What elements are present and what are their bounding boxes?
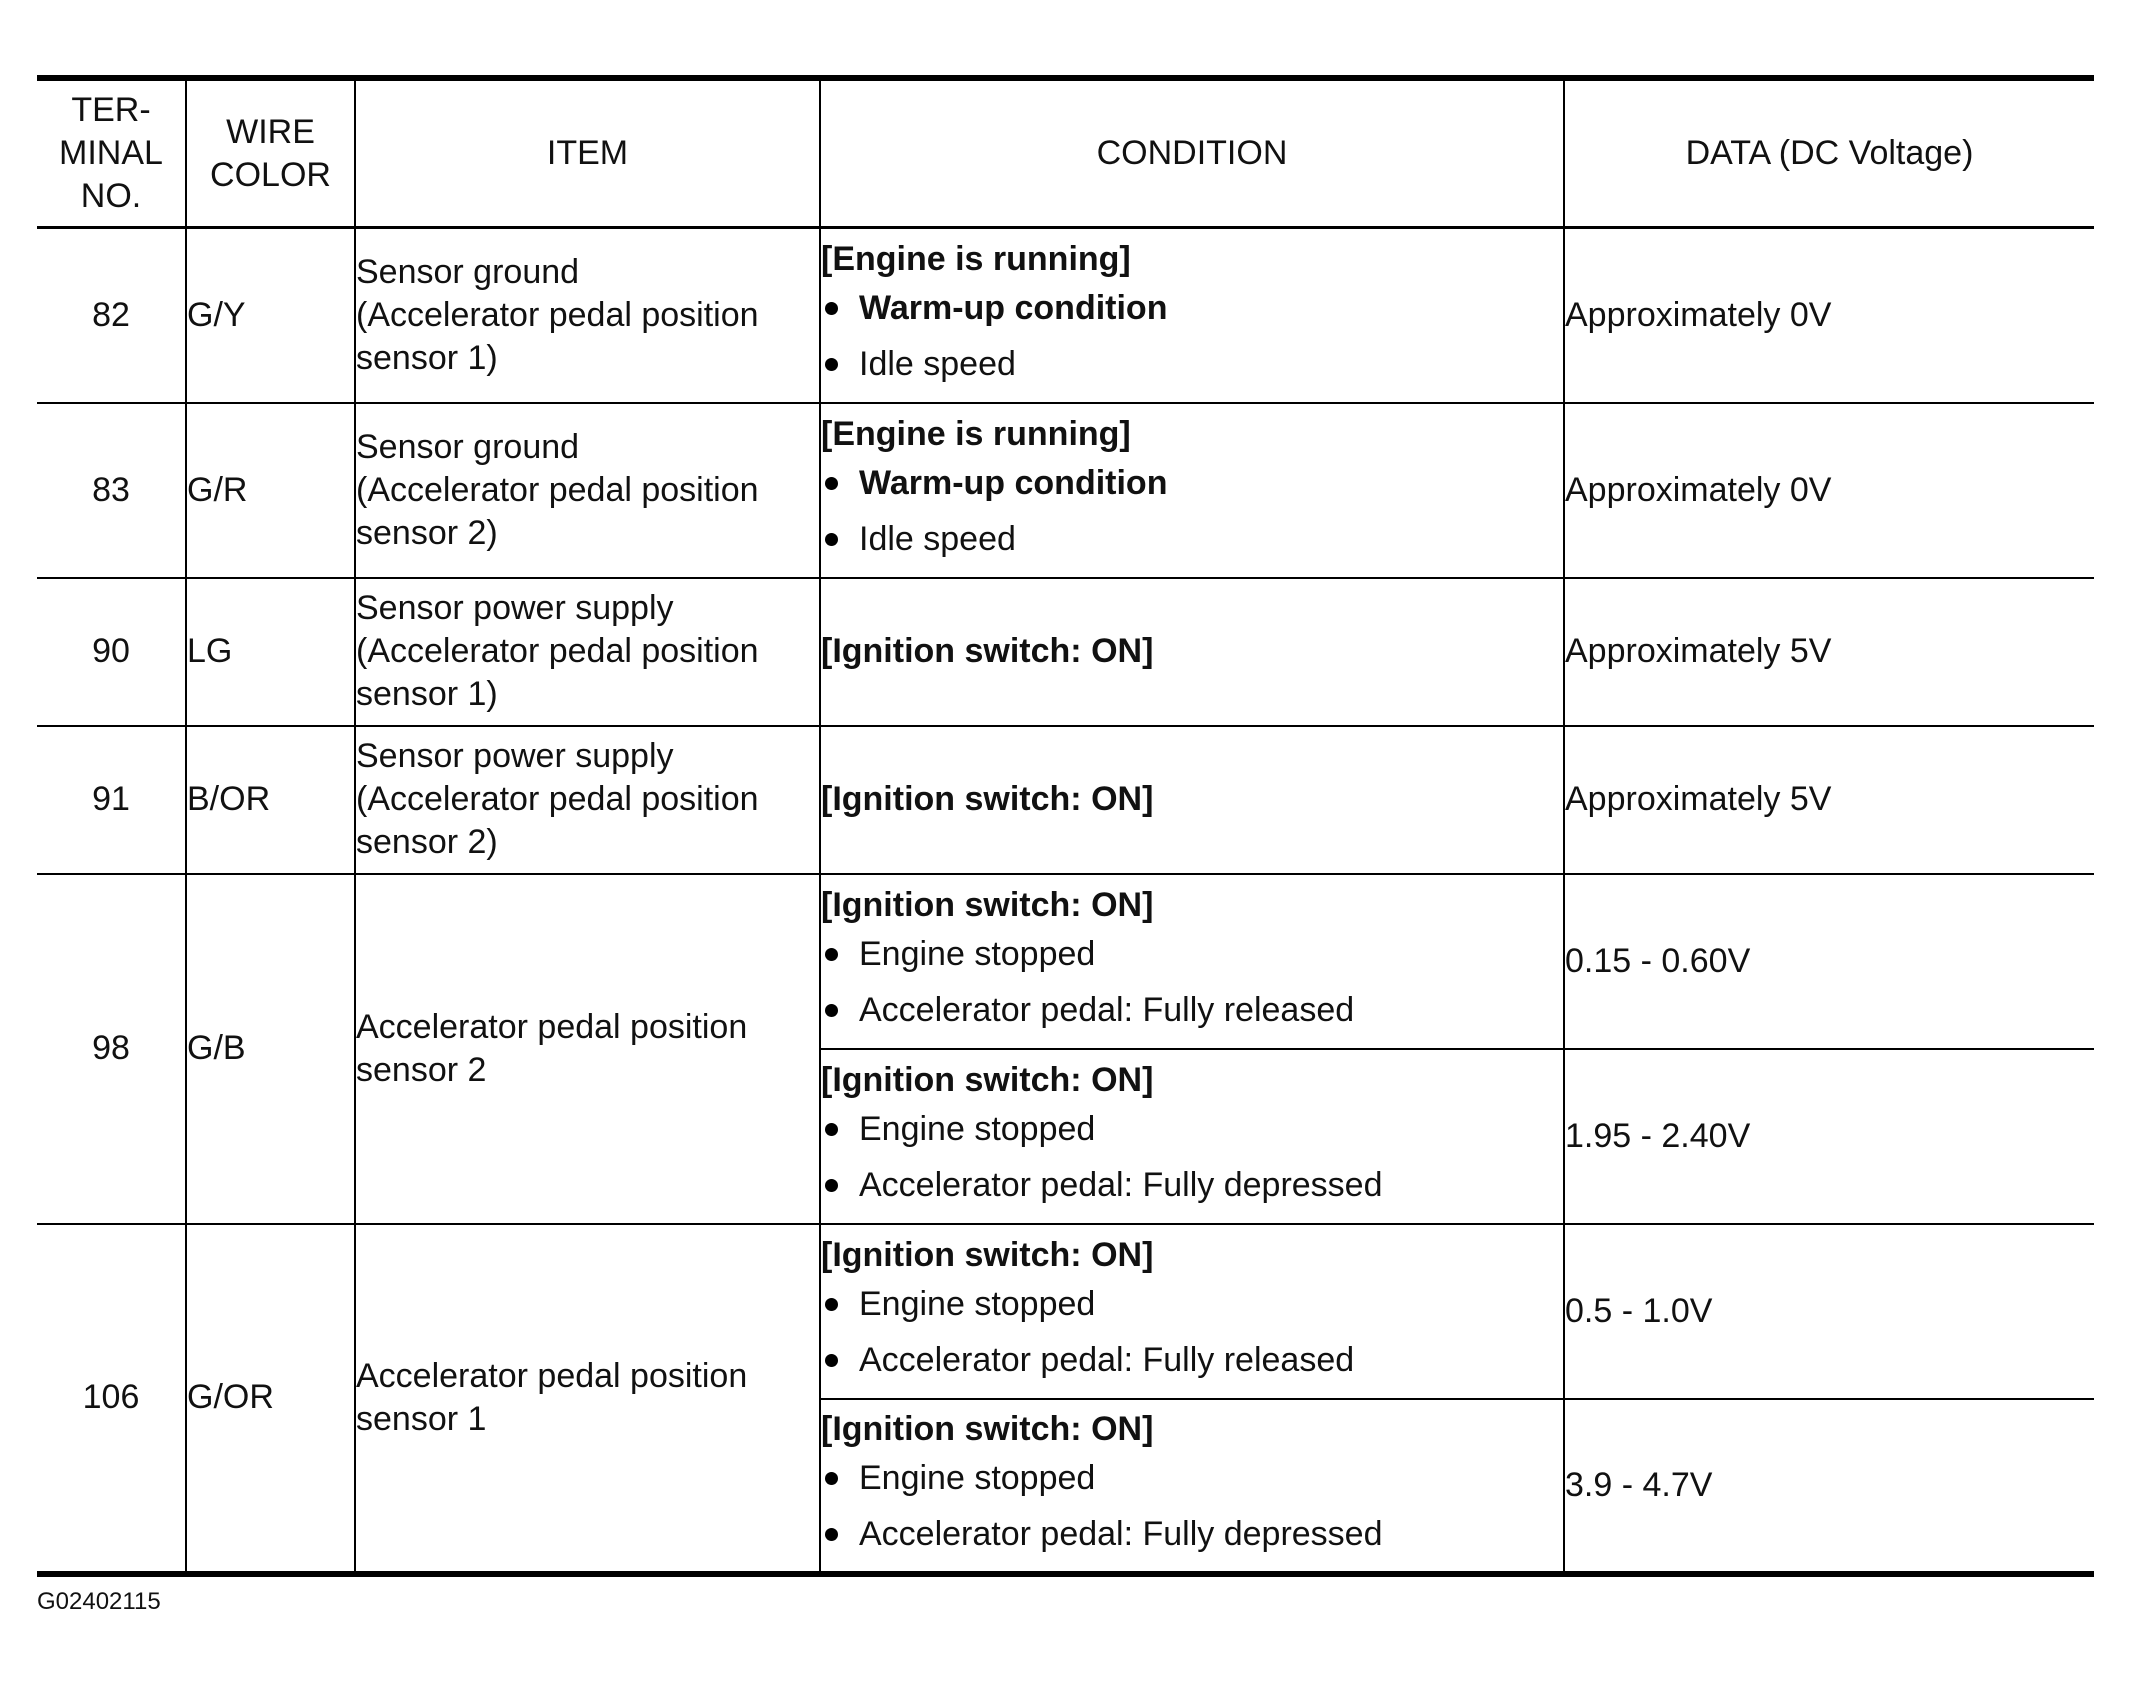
condition-bullet-text: Accelerator pedal: Fully released: [859, 1341, 1355, 1379]
condition-bullet-text: Engine stopped: [859, 935, 1096, 973]
wire-color: LG: [186, 578, 355, 726]
condition-bullet-text: Idle speed: [859, 345, 1016, 384]
condition-bullet-item: [821, 983, 1563, 1039]
condition-bullet-item: [821, 1102, 1563, 1158]
condition-cell: [820, 228, 1564, 403]
condition-bullet-item: [821, 1158, 1563, 1214]
dc-voltage-value: Approximately 0V: [1564, 228, 2094, 403]
item-line: sensor 1): [356, 675, 498, 713]
bullet-icon: [825, 1472, 838, 1485]
table-row: [37, 874, 2094, 1049]
terminal-number: 98: [37, 874, 186, 1224]
header-terminal-line: TER-: [71, 91, 151, 129]
condition-bullet-text: Warm-up condition: [859, 464, 1168, 502]
item-line: sensor 2): [356, 513, 498, 552]
item-line: sensor 2: [356, 1050, 487, 1089]
table-row: [37, 403, 2094, 578]
terminal-number: 82: [37, 228, 186, 403]
condition-bullet-item: [821, 337, 1563, 393]
condition-bullet-text: Accelerator pedal: Fully depressed: [859, 1166, 1383, 1204]
item-description: [355, 1224, 820, 1574]
bullet-icon: [825, 477, 838, 490]
dc-voltage-value: 1.95 - 2.40V: [1564, 1049, 2094, 1224]
condition-bullet-item: [821, 512, 1563, 568]
wire-color: G/B: [186, 874, 355, 1224]
item-line: (Accelerator pedal position: [356, 295, 759, 334]
bullet-icon: [825, 1123, 838, 1136]
table-header: [37, 78, 2094, 228]
item-description: [355, 228, 820, 403]
item-line: sensor 2): [356, 823, 498, 861]
condition-bullet-text: Engine stopped: [859, 1110, 1096, 1148]
condition-heading: [Ignition switch: ON]: [821, 885, 1154, 924]
condition-heading: [Ignition switch: ON]: [821, 1235, 1154, 1274]
condition-bullet-text: Accelerator pedal: Fully depressed: [859, 1515, 1383, 1553]
item-line: Sensor power supply: [356, 589, 674, 627]
table-body: [37, 228, 2094, 1574]
header-terminal-line: MINAL: [59, 134, 163, 172]
header-data: DATA (DC Voltage): [1564, 78, 2094, 228]
terminal-spec-table: [37, 75, 2094, 1577]
item-line: Sensor ground: [356, 427, 580, 466]
bullet-icon: [825, 948, 838, 961]
condition-cell: [820, 726, 1564, 874]
wire-color: G/OR: [186, 1224, 355, 1574]
condition-cell: [820, 874, 1564, 1049]
item-description: [355, 578, 820, 726]
condition-bullet-item: [821, 1451, 1563, 1507]
terminal-number: 106: [37, 1224, 186, 1574]
condition-bullet-item: [821, 281, 1563, 337]
terminal-number: 90: [37, 578, 186, 726]
condition-bullet-text: Idle speed: [859, 520, 1016, 558]
header-wire-line: WIRE: [226, 112, 315, 151]
condition-bullet-item: [821, 456, 1563, 512]
item-line: Accelerator pedal position: [356, 1007, 748, 1046]
condition-bullet-item: [821, 1277, 1563, 1333]
condition-heading: [Ignition switch: ON]: [821, 1409, 1154, 1448]
item-line: Sensor ground: [356, 252, 580, 291]
bullet-icon: [825, 1179, 838, 1192]
condition-cell: [820, 1224, 1564, 1399]
wire-color: G/R: [186, 403, 355, 578]
item-line: Accelerator pedal position: [356, 1356, 748, 1395]
item-line: Sensor power supply: [356, 737, 674, 775]
item-line: sensor 1): [356, 338, 498, 377]
dc-voltage-value: 0.15 - 0.60V: [1564, 874, 2094, 1049]
header-wire-color: [186, 78, 355, 228]
header-terminal-line: NO.: [80, 177, 142, 215]
condition-bullet-item: [821, 1507, 1563, 1563]
bullet-icon: [825, 1004, 838, 1017]
terminal-number: 91: [37, 726, 186, 874]
terminal-number: 83: [37, 403, 186, 578]
bullet-icon: [825, 302, 838, 315]
bullet-icon: [825, 1354, 838, 1367]
table-row: [37, 1224, 2094, 1399]
item-line: (Accelerator pedal position: [356, 632, 759, 670]
bullet-icon: [825, 1298, 838, 1311]
condition-heading: [Ignition switch: ON]: [821, 1060, 1154, 1099]
dc-voltage-value: Approximately 0V: [1564, 403, 2094, 578]
item-line: (Accelerator pedal position: [356, 780, 759, 818]
figure-code: G02402115: [37, 1588, 161, 1615]
condition-cell: [820, 1049, 1564, 1224]
condition-bullet-text: Engine stopped: [859, 1285, 1096, 1323]
condition-heading: [Engine is running]: [821, 239, 1131, 278]
item-line: (Accelerator pedal position: [356, 470, 759, 509]
header-condition: CONDITION: [820, 78, 1564, 228]
item-line: sensor 1: [356, 1399, 487, 1438]
table-row: [37, 228, 2094, 403]
table-row: [37, 578, 2094, 726]
header-wire-line: COLOR: [210, 155, 331, 194]
condition-heading: [Engine is running]: [821, 414, 1131, 453]
bullet-icon: [825, 1528, 838, 1541]
dc-voltage-value: Approximately 5V: [1564, 578, 2094, 726]
condition-bullet-text: Engine stopped: [859, 1459, 1096, 1497]
condition-heading: [Ignition switch: ON]: [821, 632, 1154, 670]
wire-color: B/OR: [186, 726, 355, 874]
wire-color: G/Y: [186, 228, 355, 403]
condition-cell: [820, 578, 1564, 726]
header-item: ITEM: [355, 78, 820, 228]
dc-voltage-value: 3.9 - 4.7V: [1565, 1465, 1713, 1504]
item-description: [355, 874, 820, 1224]
item-description: [355, 403, 820, 578]
condition-heading: [Ignition switch: ON]: [821, 780, 1154, 818]
condition-cell: [820, 403, 1564, 578]
table-row: [37, 726, 2094, 874]
condition-bullet-item: [821, 1333, 1563, 1389]
bullet-icon: [825, 358, 838, 371]
dc-voltage-value: Approximately 5V: [1564, 726, 2094, 874]
item-description: [355, 726, 820, 874]
condition-bullet-text: Warm-up condition: [859, 289, 1168, 328]
condition-cell: [820, 1399, 1564, 1574]
condition-bullet-text: Accelerator pedal: Fully released: [859, 991, 1355, 1029]
header-terminal: [37, 78, 186, 228]
dc-voltage-value: 0.5 - 1.0V: [1564, 1224, 2094, 1399]
bullet-icon: [825, 533, 838, 546]
condition-bullet-item: [821, 927, 1563, 983]
